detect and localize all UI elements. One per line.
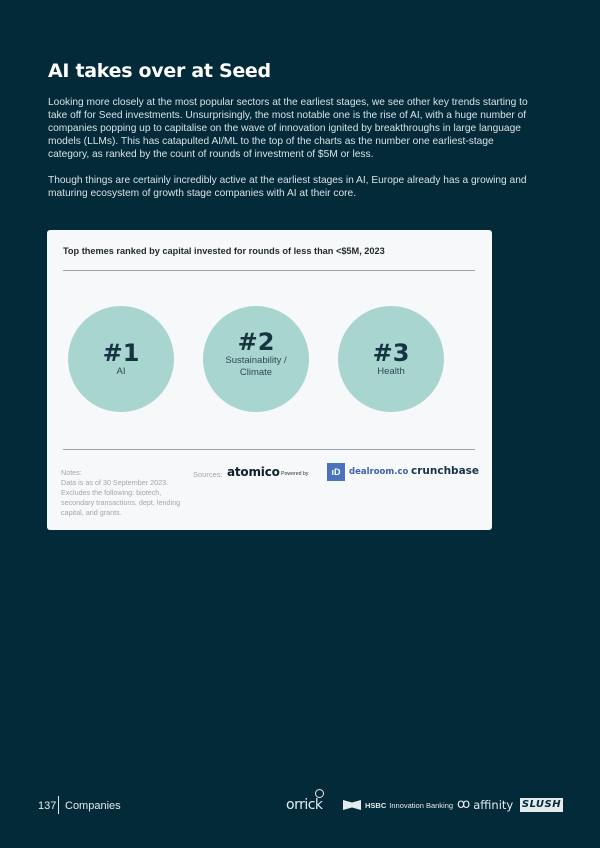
- dealroom-logo: [327, 463, 408, 481]
- crunchbase-logo: crunchbase: [411, 465, 480, 477]
- page-number: 137: [38, 800, 57, 812]
- notes-text: Data is as of 30 September 2023. Excludes the following: biotech, secondary transactions, dept, lending capital, and grants.: [61, 478, 181, 517]
- footer-divider: [58, 796, 59, 814]
- slush-logo: SLUSH: [521, 799, 562, 810]
- sources-label: Sources:: [193, 470, 223, 479]
- divider: [63, 270, 475, 271]
- orrick-logo: orrick: [286, 797, 323, 813]
- hsbc-hexagon-icon: [343, 800, 361, 810]
- card-title: Top themes ranked by capital invested for rounds of less than <$5M, 2023: [63, 246, 385, 256]
- rank-number: #2: [237, 327, 275, 356]
- themes-card: [47, 230, 492, 530]
- rank-number: #3: [372, 338, 410, 367]
- rank-circle-3: [338, 306, 444, 412]
- affinity-knot-icon: ꝏ: [457, 797, 471, 812]
- hsbc-logo: [343, 800, 453, 810]
- hsbc-text: Innovation Banking: [389, 800, 454, 810]
- divider: [63, 449, 475, 450]
- notes-label: Notes:: [61, 468, 82, 477]
- rank-circle-1: [68, 306, 174, 412]
- affinity-wordmark: affinity: [473, 797, 514, 812]
- second-paragraph: Though things are certainly incredibly active at the earliest stages in AI, Europe already has a growing and maturing ecosystem of growth stage companies with AI at their core.: [48, 175, 527, 199]
- notes: [61, 468, 181, 518]
- dealroom-wordmark: dealroom.co: [349, 467, 409, 477]
- affinity-logo: [457, 797, 513, 812]
- intro-paragraph: Looking more closely at the most popular sectors at the earliest stages, we see other key trends starting to take off for Seed investments. Unsurprisingly, the most notable one is the rise of AI, with a huge number of companies popping up to capitalise on the wave of innovation ignited by breakthroughs in large language models (LLMs). This has catapulted AI/ML to the top of the charts as the number one earliest-stage category, as ranked by the count of rounds of investment of $5M or less.: [48, 97, 528, 160]
- atomico-logo: atomico: [227, 465, 280, 479]
- rank-theme: Health: [377, 365, 405, 377]
- hsbc-bold: HSBC: [365, 800, 387, 810]
- rank-number: #1: [102, 338, 140, 367]
- rank-circle-2: [203, 306, 309, 412]
- page-title: AI takes over at Seed: [48, 60, 271, 82]
- section-label: Companies: [65, 800, 121, 812]
- rank-theme: Sustainability / Climate: [225, 354, 287, 378]
- rank-theme: AI: [116, 365, 126, 377]
- powered-by-label: Powered by: [281, 471, 309, 477]
- dealroom-icon: ıD: [327, 463, 345, 481]
